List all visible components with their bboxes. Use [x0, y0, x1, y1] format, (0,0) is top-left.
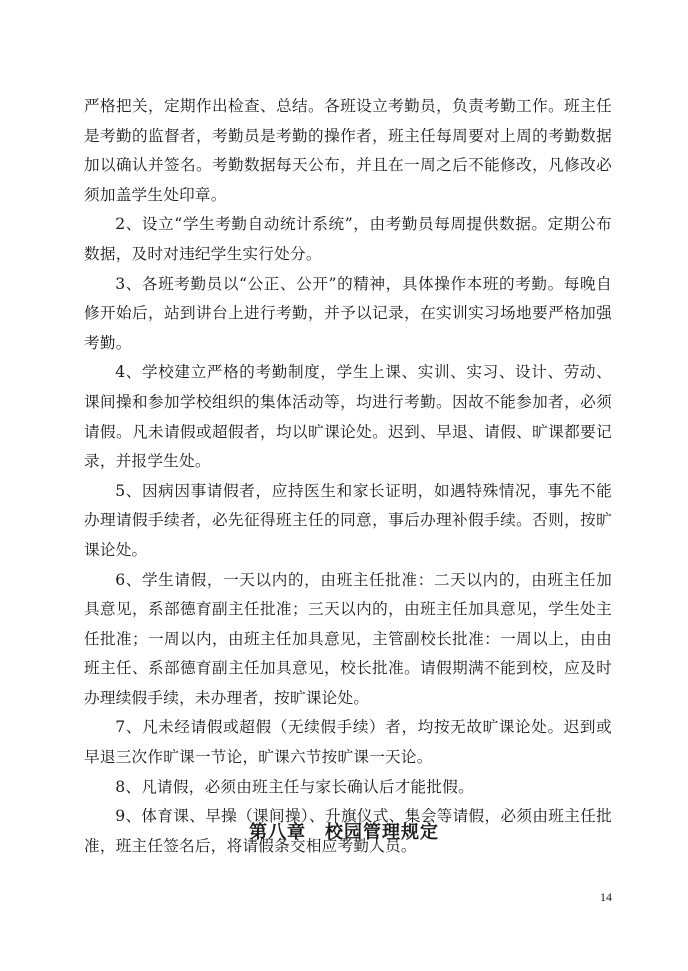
paragraph-item-9: 9、体育课、早操（课间操）、升旗仪式、集会等请假，必须由班主任批准，班主任签名后，将请假条交相应考勤人员。	[84, 807, 612, 855]
paragraph-item-7: 7、凡未经请假或超假（无续假手续）者，均按无故旷课论处。迟到或早退三次作旷课一节论，旷课六节按旷课一天论。	[84, 718, 612, 767]
body-text	[84, 92, 612, 861]
page-number: 14	[600, 890, 612, 904]
paragraph-item-4: 4、学校建立严格的考勤制度，学生上课、实训、实习、设计、劳动、课间操和参加学校组织的集体活动等，均进行考勤。因故不能参加者，必须请假。凡未请假或超假者，均以旷课论处。迟到、早退、请假、旷课都要记录，并报学生处。	[84, 363, 612, 471]
paragraph-item-2: 2、设立“学生考勤自动统计系统”，由考勤员每周提供数据。定期公布数据，及时对违纪学生实行处分。	[84, 215, 612, 263]
paragraph-item-5: 5、因病因事请假者，应持医生和家长证明，如遇特殊情况，事先不能办理请假手续者，必先征得班主任的同意，事后办理补假手续。否则，按旷课论处。	[84, 481, 612, 559]
paragraph-item-6: 6、学生请假，一天以内的，由班主任批准：二天以内的，由班主任加具意见，系部德育副主任批准；三天以内的，由班主任加具意见，学生处主任批准；一周以内，由班主任加具意见，主管副校长批准：一周以上，由由班主任、系部德育副主任加具意见，校长批准。请假期满不能到校，应及时办理续假手续，未办理者，按旷课论处。	[84, 570, 612, 707]
paragraph-item-3: 3、各班考勤员以“公正、公开”的精神，具体操作本班的考勤。每晚自修开始后，站到讲台上进行考勤，并予以记录，在实训实习场地要严格加强考勤。	[84, 274, 612, 352]
chapter-heading: 第八章 校园管理规定	[249, 822, 439, 843]
paragraph-item-8: 8、凡请假，必须由班主任与家长确认后才能批假。	[115, 777, 474, 796]
paragraph-continued: 严格把关，定期作出检查、总结。各班设立考勤员，负责考勤工作。班主任是考勤的监督者，考勤员是考勤的操作者，班主任每周要对上周的考勤数据加以确认并签名。考勤数据每天公布，并且在一周之后不能修改，凡修改必须加盖学生处印章。	[84, 97, 612, 204]
